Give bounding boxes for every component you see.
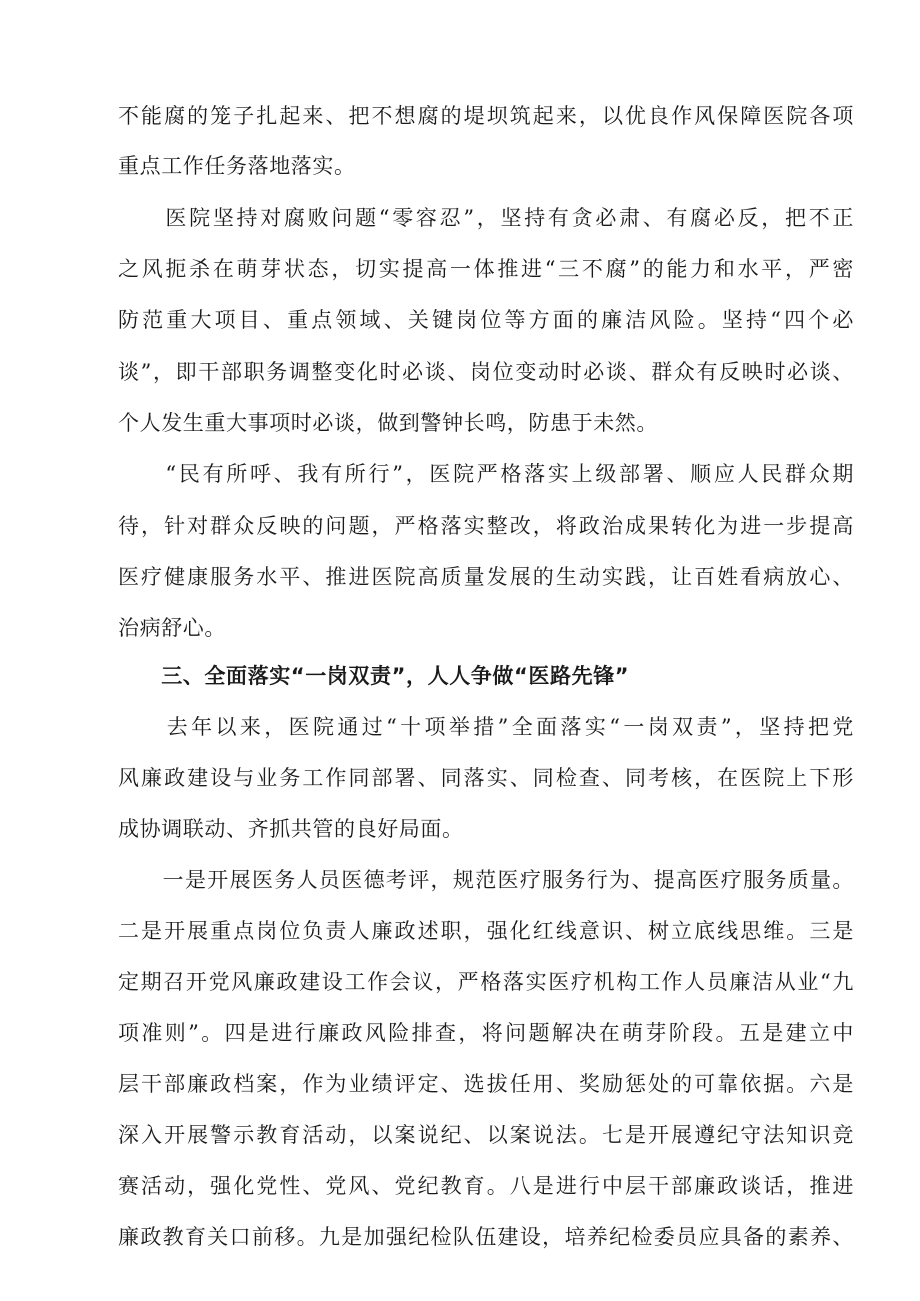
text-line: 不能腐的笼子扎起来、把不想腐的堤坝筑起来，以优良作风保障医院各项 [118,104,854,128]
text-line: 层干部廉政档案，作为业绩评定、选拔任用、奖励惩处的可靠依据。六是 [118,1072,854,1096]
text-line: 之风扼杀在萌芽状态，切实提高一体推进“三不腐”的能力和水平，严密 [118,257,854,281]
text-line: 医院坚持对腐败问题“零容忍”，坚持有贪必肃、有腐必反，把不正 [118,206,854,230]
text-line: 廉政教育关口前移。九是加强纪检队伍建设，培养纪检委员应具备的素养、 [118,1225,854,1249]
text-line: 风廉政建设与业务工作同部署、同落实、同检查、同考核，在医院上下形 [118,766,854,790]
text-line: 赛活动，强化党性、党风、党纪教育。八是进行中层干部廉政谈话，推进 [118,1174,854,1198]
text-line: 去年以来，医院通过“十项举措”全面落实“一岗双责”，坚持把党 [118,715,854,739]
text-line: 防范重大项目、重点领域、关键岗位等方面的廉洁风险。坚持“四个必 [118,308,854,332]
text-line: 定期召开党风廉政建设工作会议，严格落实医疗机构工作人员廉洁从业“九 [118,970,854,994]
text-line: 二是开展重点岗位负责人廉政述职，强化红线意识、树立底线思维。三是 [118,919,854,943]
text-line: 治病舒心。 [118,616,226,640]
text-line: “民有所呼、我有所行”，医院严格落实上级部署、顺应人民群众期 [118,462,854,486]
text-line: 个人发生重大事项时必谈，做到警钟长鸣，防患于未然。 [118,411,658,435]
text-line: 一是开展医务人员医德考评，规范医疗服务行为、提高医疗服务质量。 [118,868,854,892]
section-heading: 三、全面落实“一岗双责”，人人争做“医路先锋” [118,664,630,688]
text-line: 待，针对群众反映的问题，严格落实整改，将政治成果转化为进一步提高 [118,514,854,538]
text-line: 医疗健康服务水平、推进医院高质量发展的生动实践，让百姓看病放心、 [118,565,854,589]
text-line: 成协调联动、齐抓共管的良好局面。 [118,817,464,841]
text-line: 深入开展警示教育活动，以案说纪、以案说法。七是开展遵纪守法知识竞 [118,1123,854,1147]
text-line: 谈”，即干部职务调整变化时必谈、岗位变动时必谈、群众有反映时必谈、 [118,360,854,384]
text-line: 重点工作任务落地落实。 [118,154,356,178]
text-line: 项准则”。四是进行廉政风险排查，将问题解决在萌芽阶段。五是建立中 [118,1021,854,1045]
